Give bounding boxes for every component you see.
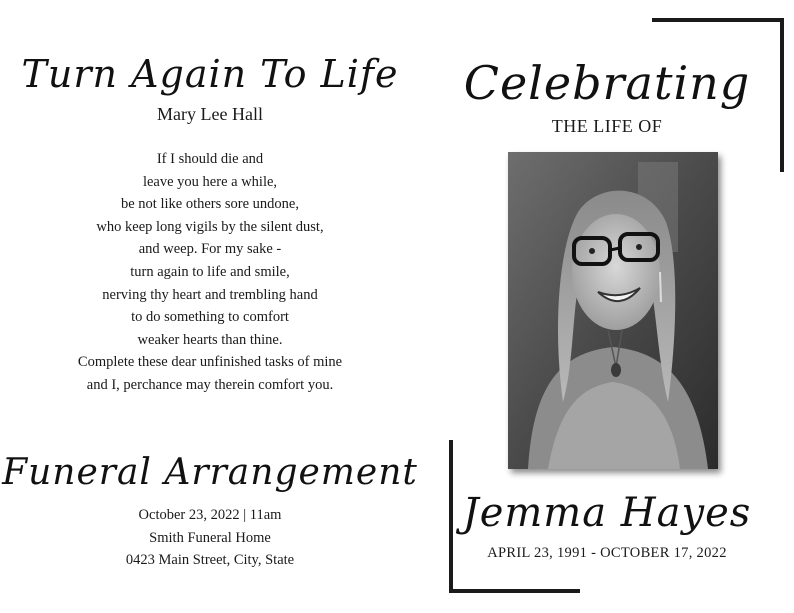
deceased-name: Jemma Hayes xyxy=(462,490,752,536)
arrangement-venue: Smith Funeral Home xyxy=(149,529,271,546)
arrangement-title: Funeral Arrangement xyxy=(2,452,418,493)
poem-line: nerving thy heart and trembling hand xyxy=(102,286,318,303)
arrangement-address: 0423 Main Street, City, State xyxy=(125,552,295,568)
arrangement-details xyxy=(0,504,420,572)
poem-line: be not like others sore undone, xyxy=(121,196,299,213)
poem-line: who keep long vigils by the silent dust, xyxy=(96,218,324,235)
poem-body xyxy=(0,148,420,397)
poem-line: and weep. For my sake - xyxy=(138,241,282,258)
the-life-of-subtitle: THE LIFE OF xyxy=(551,116,663,136)
life-dates: APRIL 23, 1991 - OCTOBER 17, 2022 xyxy=(487,545,727,561)
frame-corner-bottom-horizontal xyxy=(449,589,580,593)
poem-title: Turn Again To Life xyxy=(21,52,399,96)
frame-corner-top-horizontal xyxy=(652,18,784,22)
poem-line: weaker hearts than thine. xyxy=(137,331,283,348)
poem-line: to do something to comfort xyxy=(131,309,289,326)
poem-line: turn again to life and smile, xyxy=(130,263,290,280)
poem-line: leave you here a while, xyxy=(142,173,278,190)
arrangement-date-time: October 23, 2022 | 11am xyxy=(138,507,282,523)
portrait-photo xyxy=(508,152,718,469)
celebrating-heading: Celebrating xyxy=(463,56,751,110)
poem-line: and I, perchance may therein comfort you. xyxy=(86,376,334,393)
poem-line: If I should die and xyxy=(156,151,264,167)
poem-line: Complete these dear unfinished tasks of mine xyxy=(77,354,343,371)
poem-author: Mary Lee Hall xyxy=(157,104,263,124)
